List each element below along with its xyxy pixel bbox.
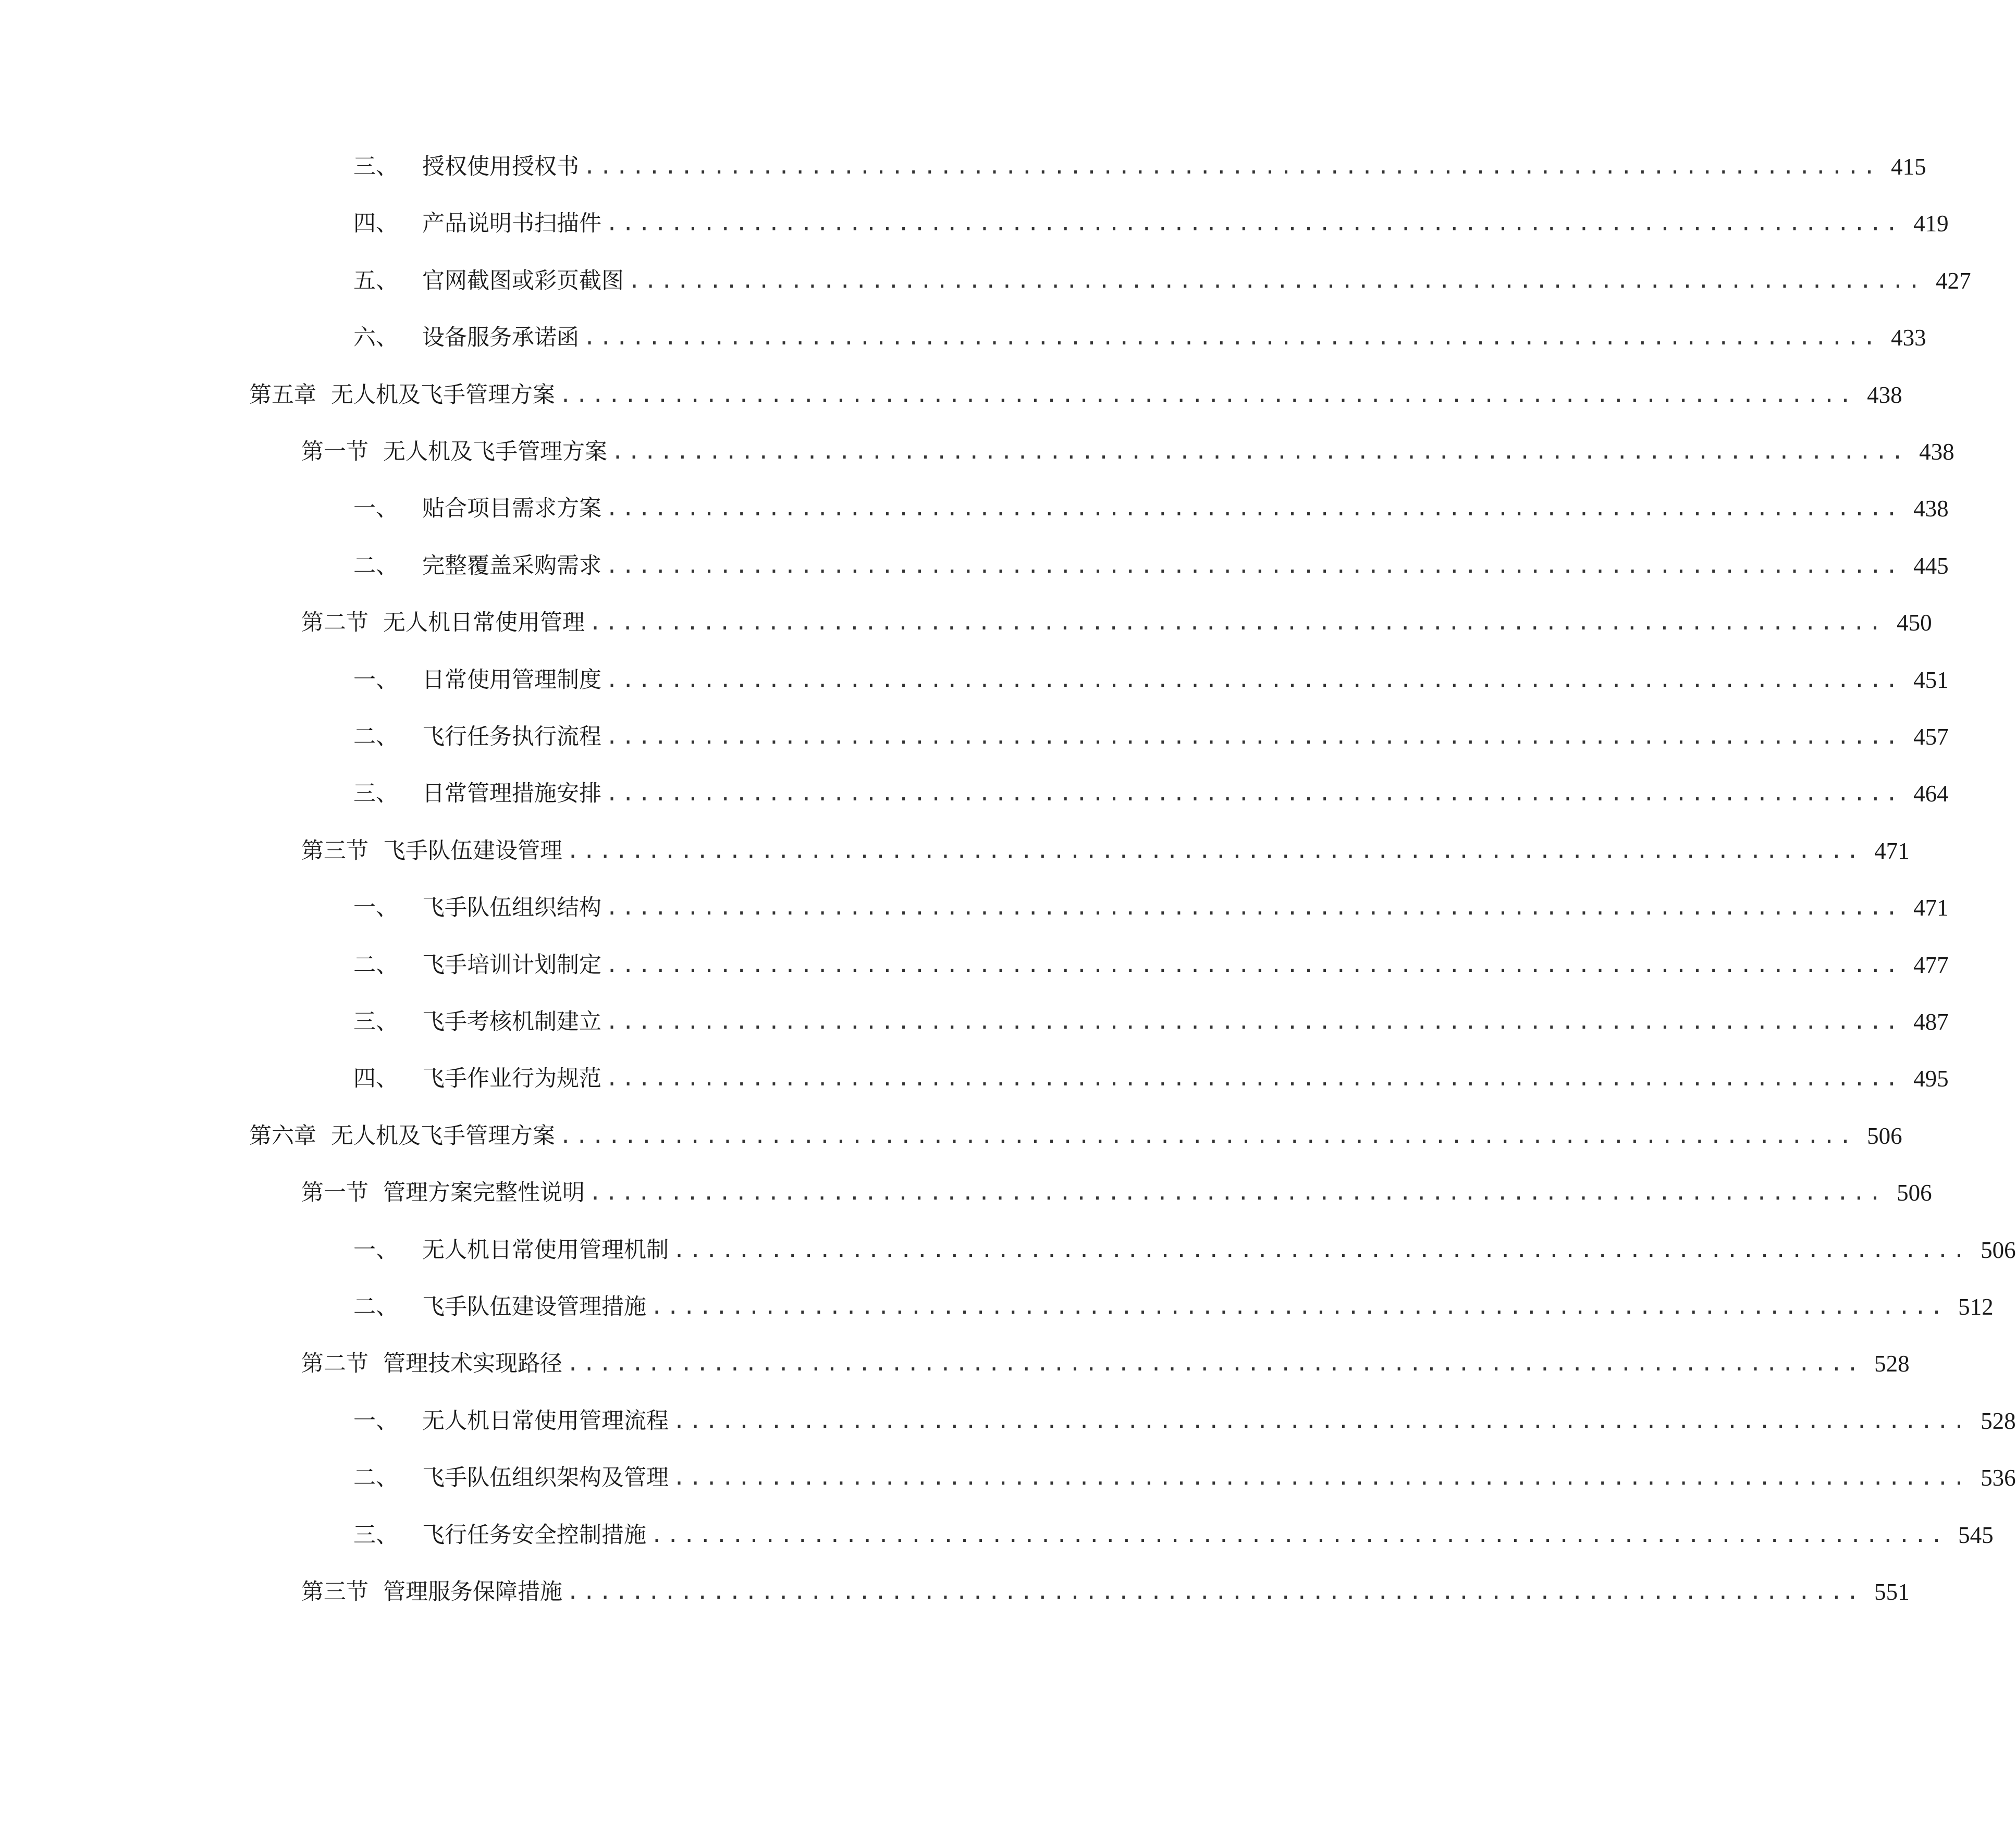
toc-entry-label	[353, 1291, 646, 1323]
toc-entry-title: 无人机日常使用管理机制	[422, 1237, 669, 1263]
toc-entry-page-number: 427	[1936, 268, 1971, 294]
toc-entry-number: 第一节	[301, 1180, 368, 1206]
toc-entry-number: 第五章	[249, 382, 316, 408]
toc-entry[interactable]	[353, 265, 1971, 297]
toc-entry-label	[353, 1063, 601, 1094]
toc-entry-page-number: 506	[1897, 1180, 1932, 1206]
toc-entry[interactable]	[353, 1006, 1949, 1037]
toc-entry[interactable]	[353, 664, 1949, 696]
toc-entry-label	[353, 721, 601, 752]
toc-entry-label	[353, 151, 579, 182]
toc-entry[interactable]	[353, 550, 1949, 582]
toc-entry-title: 飞手队伍建设管理措施	[422, 1294, 646, 1320]
toc-entry[interactable]	[301, 1576, 1910, 1608]
toc-entry-label	[301, 835, 562, 867]
toc-entry-title: 授权使用授权书	[422, 154, 579, 180]
toc-entry-page-number: 438	[1913, 496, 1949, 522]
toc-entry-page-number: 477	[1913, 952, 1949, 978]
toc-entry-label	[353, 550, 601, 582]
toc-entry-page-number: 438	[1919, 439, 1954, 465]
toc-entry-number: 二、	[353, 952, 398, 978]
toc-entry-title: 管理方案完整性说明	[383, 1180, 585, 1206]
toc-entry-label	[353, 1405, 669, 1437]
toc-entry-title: 飞手作业行为规范	[422, 1066, 601, 1092]
toc-entry[interactable]	[301, 835, 1910, 867]
toc-entry-title: 日常使用管理制度	[422, 667, 601, 693]
toc-entry-number: 第六章	[249, 1123, 316, 1149]
toc-entry-number: 四、	[353, 211, 398, 237]
toc-entry[interactable]	[353, 493, 1949, 524]
toc-entry-number: 三、	[353, 1522, 398, 1548]
toc-entry-title: 管理服务保障措施	[383, 1579, 562, 1605]
toc-entry-label	[353, 208, 601, 239]
toc-entry-page-number: 451	[1913, 667, 1949, 693]
toc-dot-leader: ................................................................................	[567, 1580, 1863, 1604]
toc-entry-page-number: 471	[1913, 895, 1949, 921]
toc-entry[interactable]	[353, 151, 1926, 182]
toc-entry-label	[353, 949, 601, 981]
toc-entry[interactable]	[353, 1520, 1994, 1551]
toc-dot-leader: ................................................................................	[567, 839, 1863, 863]
toc-entry[interactable]	[301, 607, 1932, 638]
toc-dot-leader: ................................................................................	[611, 440, 1908, 464]
toc-dot-leader: ................................................................................	[559, 1124, 1855, 1148]
toc-dot-leader: ................................................................................	[606, 1067, 1902, 1091]
toc-entry-label	[353, 322, 579, 353]
toc-entry-number: 第三节	[301, 838, 368, 864]
toc-entry-label	[353, 1234, 669, 1266]
toc-entry[interactable]	[353, 1462, 2016, 1493]
toc-entry-number: 一、	[353, 496, 398, 522]
toc-dot-leader: ................................................................................	[589, 611, 1885, 635]
toc-dot-leader: ................................................................................	[606, 725, 1902, 749]
toc-entry[interactable]	[301, 1177, 1932, 1208]
toc-dot-leader: ................................................................................	[606, 668, 1902, 692]
toc-dot-leader: ................................................................................	[650, 1523, 1947, 1547]
toc-entry-page-number: 438	[1867, 382, 1902, 408]
toc-entry-page-number: 536	[1981, 1465, 2016, 1491]
toc-dot-leader: ................................................................................	[606, 497, 1902, 521]
toc-entry-label	[249, 1120, 555, 1152]
toc-entry-label	[301, 607, 585, 638]
toc-entry-number: 二、	[353, 553, 398, 579]
toc-entry[interactable]	[353, 949, 1949, 981]
toc-entry-page-number: 445	[1913, 553, 1949, 579]
toc-dot-leader: ................................................................................	[606, 554, 1902, 578]
toc-entry-title: 完整覆盖采购需求	[422, 553, 601, 579]
toc-dot-leader: ................................................................................	[606, 1010, 1902, 1034]
toc-entry-number: 五、	[353, 268, 398, 294]
toc-entry-title: 飞手队伍建设管理	[383, 838, 562, 864]
toc-entry-label	[353, 265, 624, 297]
toc-entry-number: 第二节	[301, 1351, 368, 1377]
toc-entry-title: 飞手培训计划制定	[422, 952, 601, 978]
toc-dot-leader: ................................................................................	[606, 896, 1902, 920]
toc-entry-page-number: 512	[1958, 1294, 1994, 1320]
toc-entry-page-number: 471	[1874, 838, 1910, 864]
toc-entry-title: 飞手考核机制建立	[422, 1009, 601, 1035]
toc-entry-title: 飞行任务执行流程	[422, 724, 601, 750]
toc-entry-number: 三、	[353, 781, 398, 807]
toc-entry-page-number: 528	[1874, 1351, 1910, 1377]
toc-entry-title: 管理技术实现路径	[383, 1351, 562, 1377]
toc-entry-label	[353, 1520, 646, 1551]
toc-entry[interactable]	[353, 892, 1949, 923]
toc-entry[interactable]	[353, 721, 1949, 752]
toc-entry-page-number: 464	[1913, 781, 1949, 807]
toc-entry-label	[301, 1576, 562, 1608]
toc-dot-leader: ................................................................................	[673, 1466, 1969, 1490]
toc-entry-title: 飞手队伍组织结构	[422, 895, 601, 921]
toc-entry-label	[249, 379, 555, 411]
toc-entry-label	[353, 1006, 601, 1037]
toc-entry-page-number: 495	[1913, 1066, 1949, 1092]
toc-entry-page-number: 506	[1981, 1237, 2016, 1263]
toc-entry[interactable]	[353, 778, 1949, 809]
toc-entry-label	[353, 892, 601, 923]
toc-entry-label	[301, 436, 607, 467]
toc-entry-title: 飞手队伍组织架构及管理	[422, 1465, 669, 1491]
toc-entry-number: 六、	[353, 325, 398, 351]
toc-dot-leader: ................................................................................	[589, 1181, 1885, 1205]
toc-entry-page-number: 415	[1891, 154, 1926, 180]
toc-entry-title: 贴合项目需求方案	[422, 496, 601, 522]
toc-entry-number: 第三节	[301, 1579, 368, 1605]
toc-entry-page-number: 433	[1891, 325, 1926, 351]
toc-entry-page-number: 551	[1874, 1579, 1910, 1605]
toc-entry-number: 第二节	[301, 610, 368, 636]
toc-dot-leader: ................................................................................	[559, 383, 1855, 407]
toc-entry[interactable]	[249, 1120, 1902, 1152]
toc-entry-number: 第一节	[301, 439, 368, 465]
toc-entry-title: 无人机及飞手管理方案	[383, 439, 607, 465]
toc-entry-number: 三、	[353, 1009, 398, 1035]
toc-entry-number: 二、	[353, 1465, 398, 1491]
toc-entry-title: 无人机日常使用管理流程	[422, 1408, 669, 1434]
toc-entry-number: 一、	[353, 667, 398, 693]
toc-entry[interactable]	[249, 379, 1902, 411]
toc-entry-page-number: 506	[1867, 1123, 1902, 1149]
toc-entry-number: 一、	[353, 895, 398, 921]
toc-entry-title: 无人机及飞手管理方案	[331, 382, 555, 408]
toc-dot-leader: ................................................................................	[583, 155, 1879, 179]
toc-entry-page-number: 419	[1913, 211, 1949, 237]
toc-entry[interactable]	[353, 1291, 1994, 1323]
toc-entry-title: 无人机及飞手管理方案	[331, 1123, 555, 1149]
toc-dot-leader: ................................................................................	[673, 1409, 1969, 1433]
toc-dot-leader: ................................................................................	[567, 1352, 1863, 1376]
toc-entry[interactable]	[301, 1348, 1910, 1379]
toc-entry-title: 日常管理措施安排	[422, 781, 601, 807]
toc-entry-number: 一、	[353, 1408, 398, 1434]
toc-entry-label	[301, 1177, 585, 1208]
toc-entry-label	[353, 493, 601, 524]
toc-dot-leader: ................................................................................	[606, 953, 1902, 977]
toc-entry[interactable]	[301, 436, 1954, 467]
toc-entry-number: 三、	[353, 154, 398, 180]
toc-entry-page-number: 528	[1981, 1408, 2016, 1434]
toc-entry-number: 二、	[353, 1294, 398, 1320]
toc-dot-leader: ................................................................................	[583, 326, 1879, 350]
toc-entry-title: 设备服务承诺函	[422, 325, 579, 351]
toc-entry[interactable]	[353, 1063, 1949, 1094]
toc-dot-leader: ................................................................................	[628, 269, 1924, 293]
toc-entry-number: 二、	[353, 724, 398, 750]
toc-entry[interactable]	[353, 1234, 2016, 1266]
toc-entry-label	[301, 1348, 562, 1379]
toc-entry[interactable]	[353, 1405, 2016, 1437]
toc-entry[interactable]	[353, 322, 1926, 353]
toc-entry-number: 一、	[353, 1237, 398, 1263]
toc-entry-number: 四、	[353, 1066, 398, 1092]
toc-entry-title: 官网截图或彩页截图	[422, 268, 624, 294]
toc-entry-page-number: 457	[1913, 724, 1949, 750]
toc-entry-page-number: 450	[1897, 610, 1932, 636]
toc-entry-page-number: 545	[1958, 1522, 1994, 1548]
toc-entry-label	[353, 778, 601, 809]
toc-dot-leader: ................................................................................	[606, 782, 1902, 806]
toc-entry-title: 无人机日常使用管理	[383, 610, 585, 636]
toc-dot-leader: ................................................................................	[673, 1238, 1969, 1262]
toc-entry-page-number: 487	[1913, 1009, 1949, 1035]
toc-dot-leader: ................................................................................	[606, 212, 1902, 236]
toc-entry-label	[353, 664, 601, 696]
toc-entry-label	[353, 1462, 669, 1493]
toc-dot-leader: ................................................................................	[650, 1295, 1947, 1319]
toc-entry-title: 产品说明书扫描件	[422, 211, 601, 237]
toc-entry-title: 飞行任务安全控制措施	[422, 1522, 646, 1548]
toc-entry[interactable]	[353, 208, 1949, 239]
